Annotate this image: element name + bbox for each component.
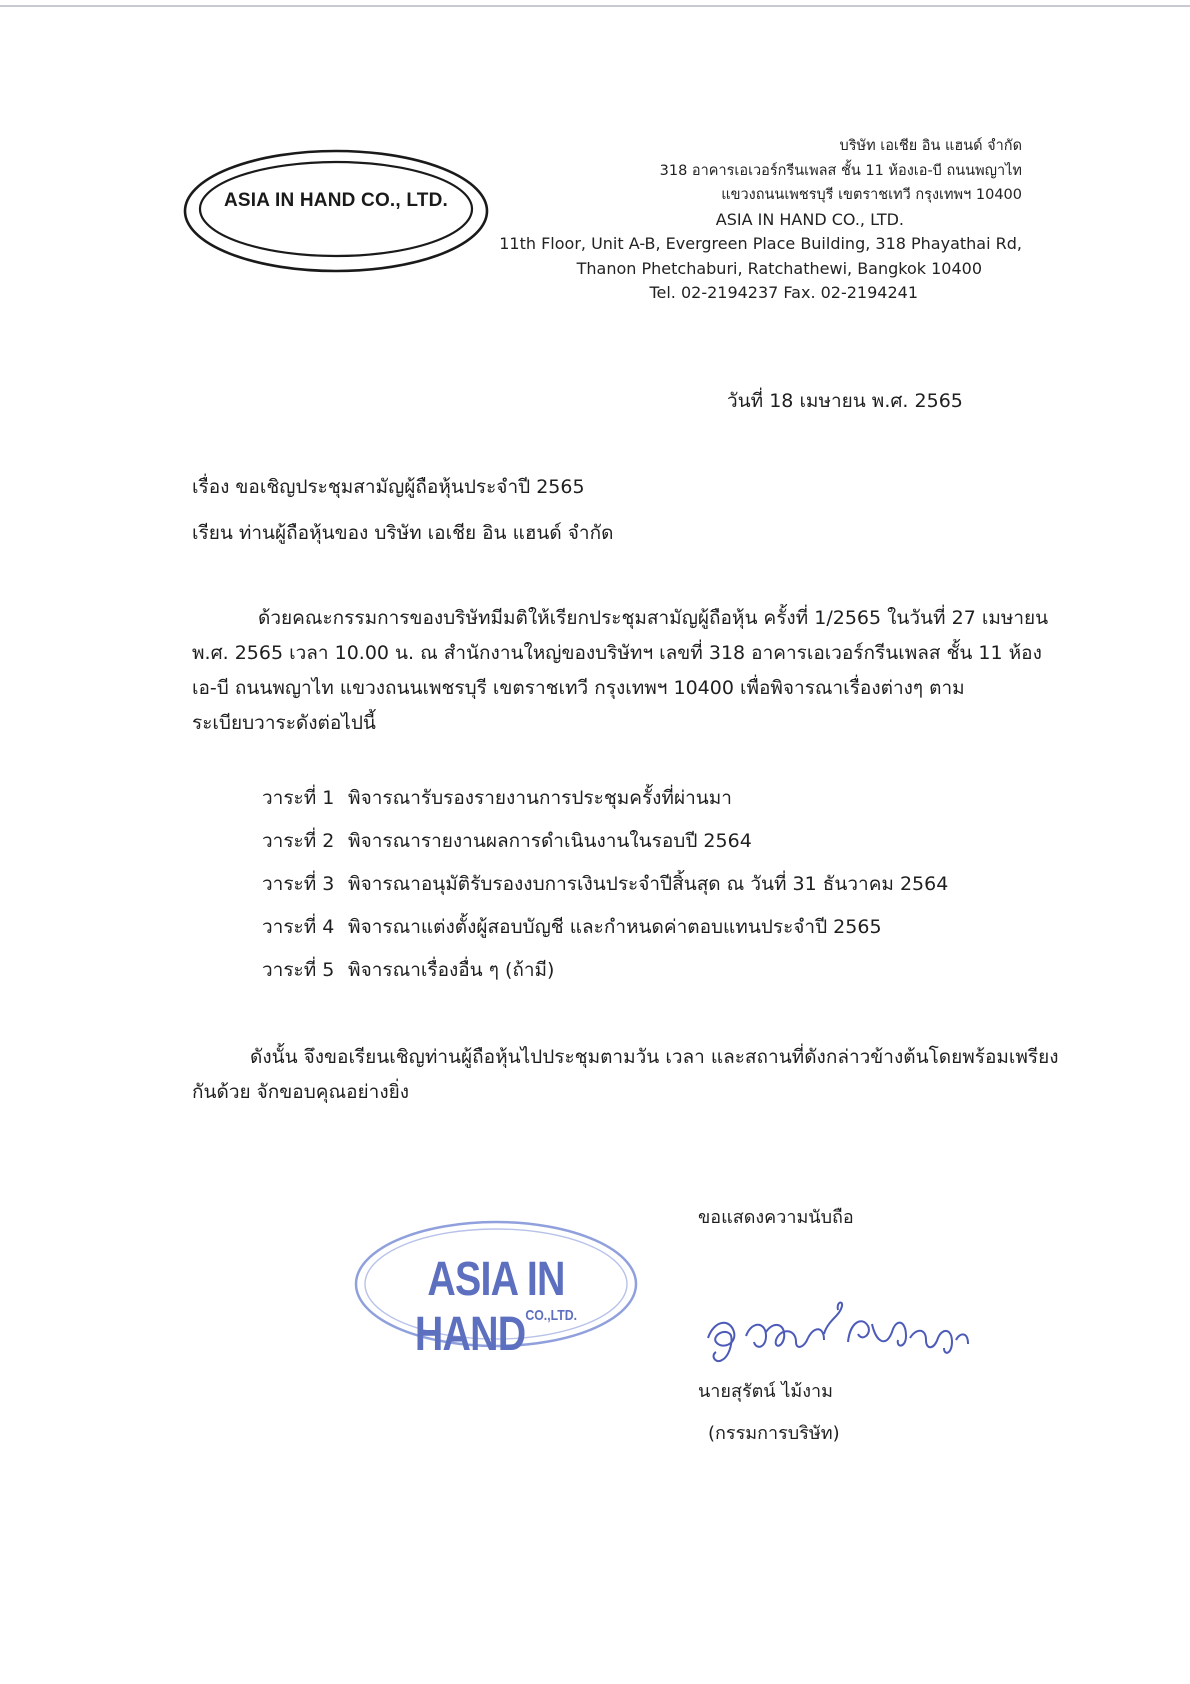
stamp-main-text: ASIA IN HAND	[414, 1253, 565, 1361]
conclusion-paragraph	[192, 1040, 1062, 1110]
agenda-item	[262, 783, 948, 826]
letterhead-address	[499, 134, 1022, 306]
letterhead-line: บริษัท เอเชีย อิน แฮนด์ จำกัด	[839, 138, 1022, 154]
letter-subject: เรื่อง ขอเชิญประชุมสามัญผู้ถือหุ้นประจำปี 2565	[192, 476, 585, 498]
letterhead-line: Thanon Phetchaburi, Ratchathewi, Bangkok 10400	[576, 258, 982, 278]
intro-paragraph	[192, 601, 1062, 741]
agenda-text: พิจารณาแต่งตั้งผู้สอบบัญชี และกำหนดค่าตอบแทนประจำปี 2565	[348, 916, 882, 938]
agenda-item	[262, 912, 948, 955]
agenda-item	[262, 955, 948, 998]
agenda-label: วาระที่ 1	[262, 787, 335, 809]
page-top-rule	[0, 5, 1190, 7]
letterhead-line: Tel. 02-2194237 Fax. 02-2194241	[649, 283, 918, 302]
company-stamp	[352, 1218, 640, 1361]
agenda-label: วาระที่ 4	[262, 916, 335, 938]
conclusion-text: ดังนั้น จึงขอเรียนเชิญท่านผู้ถือหุ้นไปประชุมตามวัน เวลา และสถานที่ดังกล่าวข้างต้นโดยพร้อมเพรียงกันด้วย จักขอบคุณอย่างยิ่ง	[192, 1046, 1059, 1103]
agenda-item	[262, 826, 948, 869]
signer-name: นายสุรัตน์ ไม้งาม	[698, 1381, 834, 1402]
agenda-text: พิจารณาเรื่องอื่น ๆ (ถ้ามี)	[348, 959, 555, 981]
agenda-item	[262, 869, 948, 912]
stamp-suffix-text: CO.,LTD.	[525, 1307, 578, 1324]
handwritten-signature	[700, 1298, 976, 1374]
letterhead-line: แขวงถนนเพชรบุรี เขตราชเทวี กรุงเทพฯ 10400	[721, 187, 1022, 203]
agenda-text: พิจารณารายงานผลการดำเนินงานในรอบปี 2564	[348, 830, 752, 852]
agenda-list	[262, 783, 948, 998]
agenda-text: พิจารณาอนุมัติรับรองงบการเงินประจำปีสิ้นสุด ณ วันที่ 31 ธันวาคม 2564	[348, 873, 949, 895]
agenda-text: พิจารณารับรองรายงานการประชุมครั้งที่ผ่านมา	[348, 787, 732, 809]
signer-position: (กรรมการบริษัท)	[708, 1423, 840, 1444]
agenda-label: วาระที่ 5	[262, 959, 335, 981]
letter-date: วันที่ 18 เมษายน พ.ศ. 2565	[727, 390, 963, 412]
agenda-label: วาระที่ 2	[262, 830, 335, 852]
signature-icon	[700, 1298, 976, 1374]
letter-recipient: เรียน ท่านผู้ถือหุ้นของ บริษัท เอเชีย อิน แฮนด์ จำกัด	[192, 522, 614, 544]
logo-text: ASIA IN HAND CO., LTD.	[224, 190, 448, 211]
closing-salutation: ขอแสดงความนับถือ	[698, 1207, 854, 1228]
company-logo	[182, 148, 490, 274]
letterhead-line: 11th Floor, Unit A-B, Evergreen Place Building, 318 Phayathai Rd,	[499, 234, 1022, 253]
agenda-label: วาระที่ 3	[262, 873, 335, 895]
letterhead-line: 318 อาคารเอเวอร์กรีนเพลส ชั้น 11 ห้องเอ-บี ถนนพญาไท	[659, 162, 1022, 179]
intro-text: ด้วยคณะกรรมการของบริษัทมีมติให้เรียกประชุมสามัญผู้ถือหุ้น ครั้งที่ 1/2565 ในวันที่ 27 เมษายน พ.ศ. 2565 เวลา 10.00 น. ณ สำนักงานใหญ่ของบริษัทฯ เลขที่ 318 อาคารเอเวอร์กรีนเพลส ชั้น 11 ห้อง เอ-บี ถนนพญาไท แขวงถนนเพชรบุรี เขตราชเทวี กรุงเทพฯ 10400 เพื่อพิจารณาเรื่องต่างๆ ตามระเบียบวาระดังต่อไปนี้	[192, 607, 1049, 734]
stamp-text	[378, 1252, 614, 1362]
letterhead-line: ASIA IN HAND CO., LTD.	[715, 209, 904, 229]
